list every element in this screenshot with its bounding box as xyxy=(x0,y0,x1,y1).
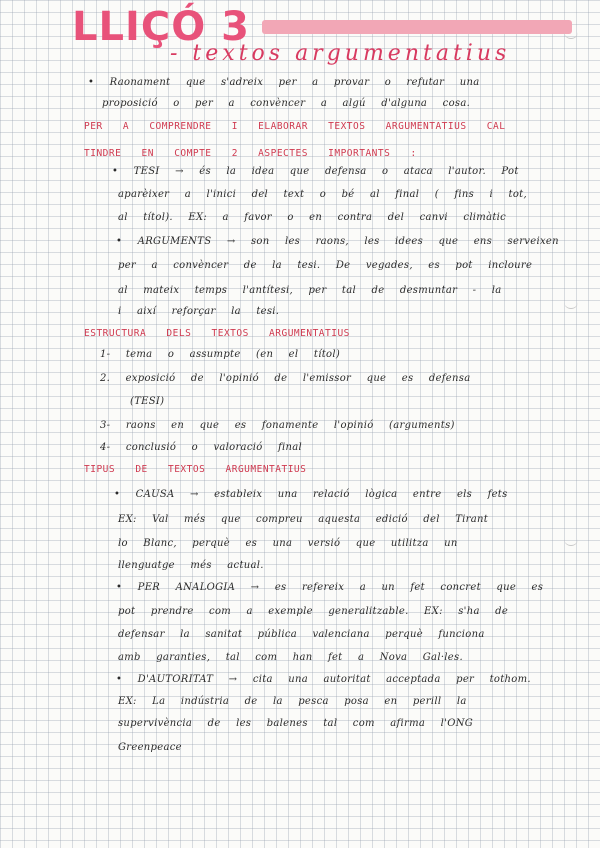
note-line: per a convèncer de la tesi. De vegades, es pot incloure xyxy=(118,260,533,271)
note-line: (TESI) xyxy=(130,396,165,407)
note-line: EX: La indústria de la pesca posa en perill la xyxy=(118,696,467,707)
section-heading: TIPUS DE TEXTOS ARGUMENTATIUS xyxy=(84,464,307,475)
note-line: • PER ANALOGIA → es refereix a un fet concret que es xyxy=(116,582,544,593)
note-line: • TESI → és la idea que defensa o ataca l'autor. Pot xyxy=(112,166,519,177)
note-line: • CAUSA → estableix una relació lògica entre els fets xyxy=(114,489,508,500)
note-line: Greenpeace xyxy=(118,742,182,753)
note-line: • Raonament que s'adreix per a provar o refutar una xyxy=(88,77,480,88)
note-line: EX: Val més que compreu aquesta edició del Tirant xyxy=(118,514,489,525)
note-line: al mateix temps l'antítesi, per tal de desmuntar - la xyxy=(118,285,502,296)
note-line: llenguatge més actual. xyxy=(118,560,264,571)
binder-ring-mark xyxy=(564,30,578,39)
note-line: defensar la sanitat pública valenciana perquè funciona xyxy=(118,629,485,640)
note-line: pot prendre com a exemple generalitzable. EX: s'ha de xyxy=(118,606,509,617)
note-line: lo Blanc, perquè es una versió que utilitza un xyxy=(118,538,458,549)
note-line: 1- tema o assumpte (en el títol) xyxy=(100,349,341,360)
note-line: proposició o per a convèncer a algú d'alguna cosa. xyxy=(102,98,471,109)
note-line: 2. exposició de l'opinió de l'emissor que es defensa xyxy=(100,373,471,384)
note-line: • D'AUTORITAT → cita una autoritat acceptada per tothom. xyxy=(116,674,531,685)
note-line: 3- raons en que es fonamente l'opinió (arguments) xyxy=(100,420,455,431)
note-line: supervivència de les balenes tal com afirma l'ONG xyxy=(118,718,474,729)
note-line: al títol). EX: a favor o en contra del canvi climàtic xyxy=(118,212,507,223)
note-line: aparèixer a l'inici del text o bé al final ( fins i tot, xyxy=(118,189,527,200)
lesson-title: LLIÇÓ 3 xyxy=(72,4,250,50)
note-line: amb garanties, tal com han fet a Nova Gal·les. xyxy=(118,652,463,663)
note-line: i així reforçar la tesi. xyxy=(118,306,280,317)
section-heading: ESTRUCTURA DELS TEXTOS ARGUMENTATIUS xyxy=(84,328,350,339)
note-line: • ARGUMENTS → son les raons, les idees que ens serveixen xyxy=(116,236,559,247)
lesson-subtitle: - textos argumentatius xyxy=(170,41,511,66)
binder-ring-mark xyxy=(564,300,578,309)
binder-ring-mark xyxy=(564,537,578,546)
note-line: 4- conclusió o valoració final xyxy=(100,442,303,453)
title-highlight xyxy=(262,20,572,34)
section-heading: PER A COMPRENDRE I ELABORAR TEXTOS ARGUMENTATIUS CAL xyxy=(84,121,506,132)
section-heading: TINDRE EN COMPTE 2 ASPECTES IMPORTANTS : xyxy=(84,148,417,159)
